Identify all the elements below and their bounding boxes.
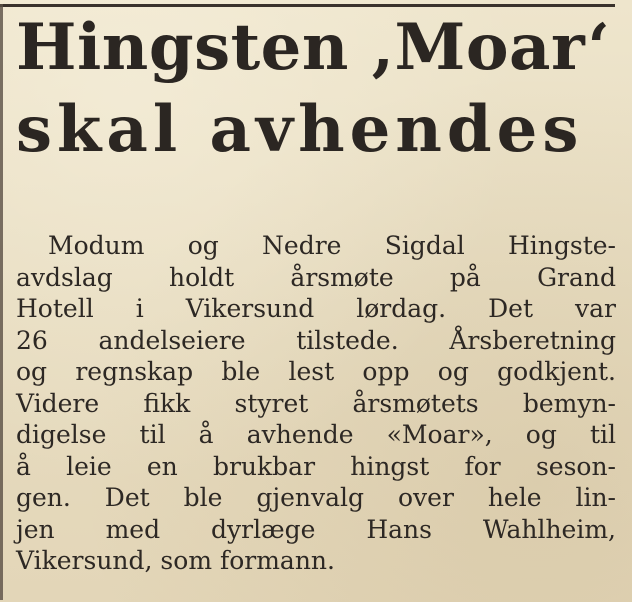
- body-line: Hotell i Vikersund lørdag. Det var: [16, 294, 616, 323]
- headline: [16, 10, 616, 167]
- body-line: Videre fikk styret årsmøtets bemyn-: [16, 388, 616, 418]
- body-line: avdslag holdt årsmøte på Grand: [16, 262, 616, 292]
- left-border-rule: [0, 4, 3, 600]
- body-line: 26 andelseiere tilstede. Årsberetning: [16, 325, 616, 355]
- body-line: og regnskap ble lest opp og godkjent.: [16, 357, 616, 386]
- headline-line-1: Hingsten ,Moar‘: [16, 10, 611, 85]
- body-line: Vikersund, som formann.: [16, 546, 335, 575]
- body-line: jen med dyrlæge Hans Wahlheim,: [16, 514, 616, 544]
- top-border-rule: [0, 4, 615, 7]
- article-body: [16, 230, 616, 577]
- body-line: digelse til å avhende «Moar», og til: [16, 420, 616, 449]
- body-line: å leie en brukbar hingst for seson-: [16, 451, 616, 481]
- headline-line-2: skal avhendes: [16, 92, 584, 167]
- body-line: gen. Det ble gjenvalg over hele lin-: [16, 483, 616, 512]
- body-line: Modum og Nedre Sigdal Hingste-: [48, 231, 616, 260]
